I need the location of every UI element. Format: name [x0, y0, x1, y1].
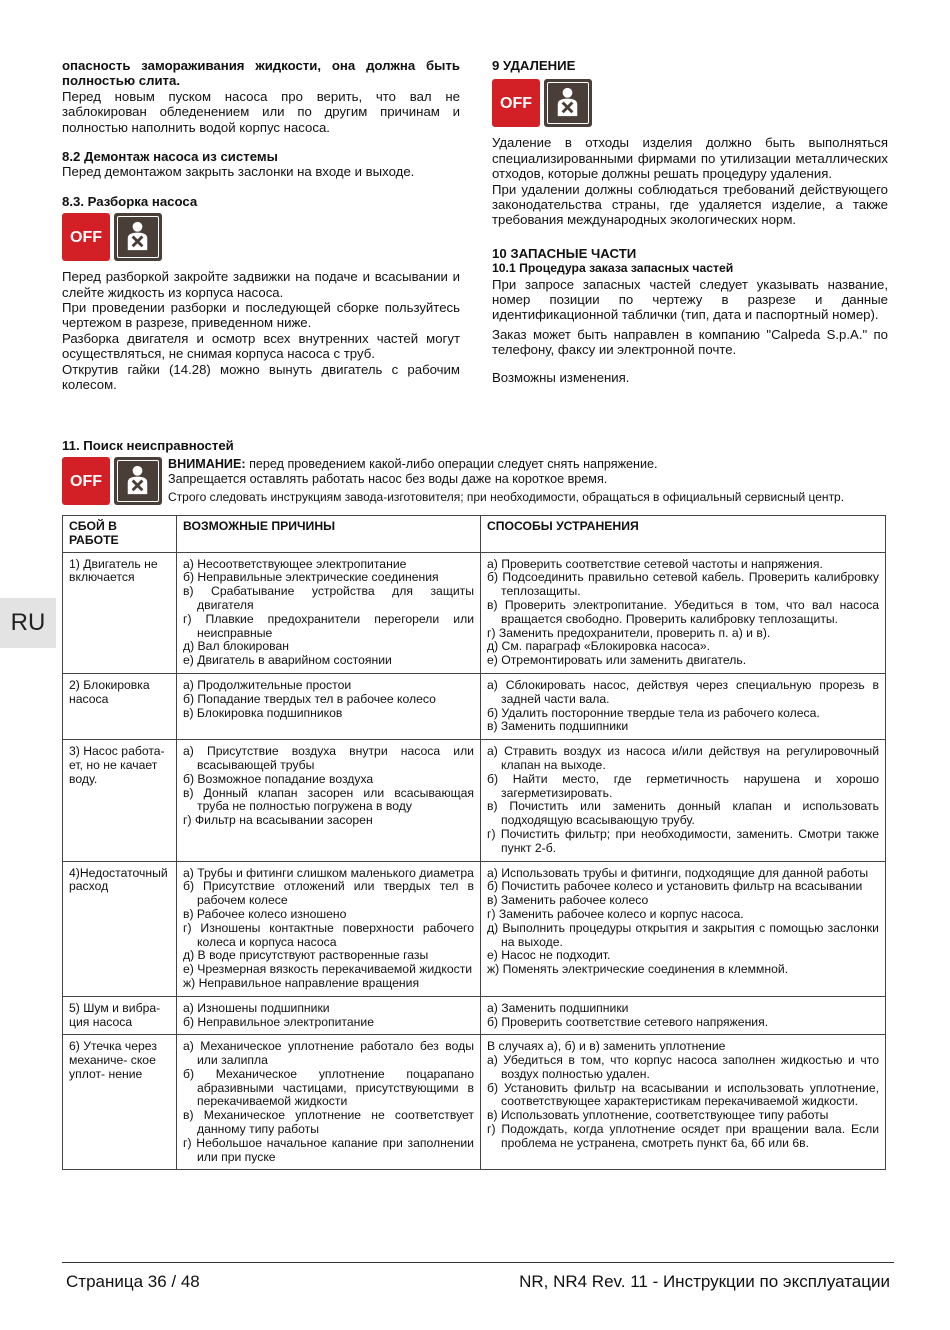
- remedy-item: а) Убедиться в том, что корпус насоса заполнен жидкостью и что воздух полностью удален.: [487, 1053, 879, 1081]
- remedy-item: д) Выполнить процедуры открытия и закрытия с помощью заслонки на выходе.: [487, 920, 879, 949]
- table-row: [63, 996, 886, 1035]
- power-off-icon: OFF: [492, 79, 540, 127]
- footer-divider: [62, 1262, 894, 1263]
- section-8-3-para2: При проведении разборки и последующей сборке пользуйтесь чертежом в разрезе, приведенном ниже.: [62, 300, 460, 331]
- remedy-item: а) Стравить воздух из насоса и/или действуя на регулировочный клапан на выходе.: [487, 744, 879, 772]
- remedies-cell: [481, 673, 886, 739]
- power-off-icon: OFF: [62, 213, 110, 261]
- intro-bold-text: опасность замораживания жидкости, она должна быть полностью слита.: [62, 58, 460, 89]
- technician-icon: [544, 79, 592, 127]
- remedy-item: д) См. параграф «Блокировка насоса».: [487, 639, 711, 654]
- section-10-1-para2: Заказ может быть направлен в компанию "Calpeda S.p.A." по телефону, факсу ии электронной почте.: [492, 326, 888, 358]
- cause-item: а) Несоответствующее электропитание: [183, 556, 407, 571]
- section-11-header: [62, 438, 892, 505]
- cause-item: б) Неправильные электрические соединения: [183, 570, 439, 585]
- remedy-item: б) Найти место, где герметичность нарушена и хорошо загерметизировать.: [487, 771, 879, 800]
- causes-cell: [177, 996, 481, 1035]
- warning-icons: [62, 213, 460, 261]
- cause-item: ж) Неправильное направление вращения: [183, 975, 420, 990]
- cause-item: а) Механическое уплотнение работало без воды или залипла: [183, 1039, 474, 1068]
- warning-line3: Строго следовать инструкциям завода-изготовителя; при необходимости, обращаться в официальный сервисный центр.: [168, 489, 845, 504]
- remedy-item: б) Проверить соответствие сетевого напряжения.: [487, 1014, 769, 1029]
- section-8-3-para4: Открутив гайки (14.28) можно вынуть двигатель с рабочим колесом.: [62, 361, 460, 393]
- troubleshooting-table: [62, 515, 886, 1170]
- cause-item: е) Чрезмерная вязкость перекачиваемой жидкости: [183, 962, 473, 977]
- table-body: [63, 552, 886, 1170]
- table-row: [63, 740, 886, 861]
- section-9-para1: Удаление в отходы изделия должно быть выполняться специализированными фирмами по утилизации металлических отходов, которые должны решать процедуру удаления.: [492, 135, 888, 182]
- remedy-item: в) Использовать уплотнение, соответствующее типу работы: [487, 1108, 829, 1123]
- causes-cell: [177, 1035, 481, 1170]
- column-header-symptom: СБОЙ В РАБОТЕ: [63, 516, 177, 553]
- section-8-2-text: Перед демонтажом закрыть заслонки на входе и выходе.: [62, 164, 415, 180]
- section-8-2-title: 8.2 Демонтаж насоса из системы: [62, 149, 278, 165]
- cause-item: б) Попадание твердых тел в рабочее колесо: [183, 691, 436, 706]
- remedy-item: в) Проверить электропитание. Убедиться в том, что вал насоса вращается свободно. Проверить калибровку теплозащиты.: [487, 597, 879, 626]
- cause-item: д) В воде присутствуют растворенные газы: [183, 948, 429, 963]
- remedy-item: б) Удалить посторонние твердые тела из рабочего колеса.: [487, 705, 820, 720]
- warning-label: ВНИМАНИЕ:: [168, 457, 246, 472]
- warning-icons: [492, 79, 888, 127]
- intro-text: Перед новым пуском насоса про верить, что вал не заблокирован обледенением или по другим причинам и полностью наполнить водой корпус насоса.: [62, 88, 460, 135]
- table-row: [63, 673, 886, 739]
- symptom-cell: 6) Утечка через механиче- ское уплот- нение: [63, 1035, 177, 1170]
- remedy-item: г) Заменить рабочее колесо и корпус насоса.: [487, 906, 744, 921]
- remedy-item: а) Проверить соответствие сетевой частоты и напряжения.: [487, 556, 823, 571]
- technician-icon: [114, 457, 162, 505]
- cause-item: в) Донный клапан засорен или всасывающая труба не полностью погружена в воду: [183, 785, 474, 814]
- remedy-item: б) Подсоединить правильно сетевой кабель. Проверить калибровку теплозащиты.: [487, 570, 879, 599]
- cause-item: г) Фильтр на всасывании засорен: [183, 813, 373, 828]
- remedy-item: В случаях а), б) и в) заменить уплотнение: [487, 1039, 726, 1054]
- warning-line2: Запрещается оставлять работать насос без воды даже на короткое время.: [168, 472, 608, 486]
- symptom-cell: 4)Недостаточный расход: [63, 861, 177, 996]
- remedies-cell: [481, 996, 886, 1035]
- warning-text: [168, 457, 844, 505]
- remedy-item: в) Заменить подшипники: [487, 719, 629, 734]
- cause-item: б) Механическое уплотнение поцарапано абразивными частицами, присутствующими в перекачиваемой жидкости: [183, 1066, 474, 1109]
- cause-item: в) Срабатывание устройства для защиты двигателя: [183, 584, 474, 612]
- left-column: [62, 58, 460, 393]
- section-10-title: 10 ЗАПАСНЫЕ ЧАСТИ: [492, 245, 637, 261]
- remedy-item: а) Использовать трубы и фитинги, подходящие для данной работы: [487, 865, 869, 880]
- language-tab: RU: [0, 598, 56, 648]
- remedy-item: а) Заменить подшипники: [487, 1000, 629, 1015]
- remedies-cell: [481, 552, 886, 673]
- table-header-row: [63, 516, 886, 553]
- cause-item: б) Неправильное электропитание: [183, 1014, 374, 1029]
- remedy-item: б) Установить фильтр на всасывании и использовать уплотнение, соответствующее характеристикам перекачиваемой жидкости.: [487, 1080, 879, 1109]
- causes-cell: [177, 673, 481, 739]
- remedy-item: а) Сблокировать насос, действуя через специальную прорезь в задней части вала.: [487, 677, 879, 706]
- page-number: Страница 36 / 48: [66, 1272, 200, 1291]
- section-9-title: 9 УДАЛЕНИЕ: [492, 58, 576, 73]
- remedy-item: в) Заменить рабочее колесо: [487, 893, 649, 908]
- causes-cell: [177, 861, 481, 996]
- symptom-cell: 3) Насос работа- ет, но не качает воду.: [63, 740, 177, 861]
- document-title: NR, NR4 Rev. 11 - Инструкции по эксплуатации: [519, 1272, 890, 1291]
- table-row: [63, 552, 886, 673]
- section-10-1-title: 10.1 Процедура заказа запасных частей: [492, 261, 734, 276]
- remedy-item: е) Насос не подходит.: [487, 948, 611, 963]
- section-10-1-para3: Возможны изменения.: [492, 369, 630, 385]
- cause-item: а) Трубы и фитинги слишком маленького диаметра: [183, 865, 474, 880]
- cause-item: д) Вал блокирован: [183, 639, 289, 654]
- column-header-remedies: СПОСОБЫ УСТРАНЕНИЯ: [481, 516, 886, 553]
- remedies-cell: [481, 1035, 886, 1170]
- causes-cell: [177, 552, 481, 673]
- remedy-item: г) Почистить фильтр; при необходимости, заменить. Смотри также пункт 2-б.: [487, 826, 879, 855]
- section-8-3-para3: Разборка двигателя и осмотр всех внутренних частей могут осуществляться, не снимая корпуса насоса с труб.: [62, 330, 460, 362]
- cause-item: г) Плавкие предохранители перегорели или неисправные: [183, 611, 474, 640]
- cause-item: б) Присутствие отложений или твердых тел в рабочем колесе: [183, 879, 474, 908]
- table-row: [63, 861, 886, 996]
- cause-item: г) Изношены контактные поверхности рабочего колеса и корпуса насоса: [183, 920, 474, 949]
- section-9-para2: При удалении должны соблюдаться требований действующего законодательства страны, где удаляется изделие, а также требования международных экологических норм.: [492, 181, 888, 228]
- cause-item: а) Продолжительные простои: [183, 677, 352, 692]
- remedy-item: г) Заменить предохранители, проверить п. а) и в).: [487, 625, 771, 640]
- warning-line1: перед проведением какой-либо операции следует снять напряжение.: [245, 457, 658, 472]
- cause-item: а) Изношены подшипники: [183, 1000, 330, 1015]
- cause-item: г) Небольшое начальное капание при заполнении или при пуске: [183, 1135, 474, 1164]
- cause-item: б) Возможное попадание воздуха: [183, 771, 374, 786]
- table-row: [63, 1035, 886, 1170]
- cause-item: е) Двигатель в аварийном состоянии: [183, 653, 392, 668]
- technician-icon: [114, 213, 162, 261]
- power-off-icon: OFF: [62, 457, 110, 505]
- cause-item: а) Присутствие воздуха внутри насоса или всасывающей трубы: [183, 744, 474, 772]
- cause-item: в) Механическое уплотнение не соответствует данному типу работы: [183, 1108, 474, 1137]
- remedy-item: ж) Поменять электрические соединения в клеммной.: [487, 962, 789, 977]
- remedy-item: г) Подождать, когда уплотнение осядет при вращении вала. Если проблема не устранена, смотреть пункт 6а, 6б или 6в.: [487, 1122, 879, 1150]
- right-column: [492, 58, 888, 385]
- symptom-cell: 5) Шум и вибра- ция насоса: [63, 996, 177, 1035]
- remedies-cell: [481, 861, 886, 996]
- remedies-cell: [481, 740, 886, 861]
- causes-cell: [177, 740, 481, 861]
- column-header-causes: ВОЗМОЖНЫЕ ПРИЧИНЫ: [177, 516, 481, 553]
- symptom-cell: 2) Блокировка насоса: [63, 673, 177, 739]
- section-10-1-para1: При запросе запасных частей следует указывать название, номер позиции по чертежу в разрезе и данные идентификационной таблички (тип, дата и паспортный номер).: [492, 276, 888, 323]
- section-11-title: 11. Поиск неисправностей: [62, 438, 234, 453]
- symptom-cell: 1) Двигатель не включается: [63, 552, 177, 673]
- remedy-item: в) Почистить или заменить донный клапан и использовать подходящую всасывающую трубу.: [487, 799, 879, 828]
- remedy-item: б) Почистить рабочее колесо и установить фильтр на всасывании: [487, 879, 863, 894]
- section-8-3-title: 8.3. Разборка насоса: [62, 193, 198, 209]
- cause-item: в) Блокировка подшипников: [183, 705, 343, 720]
- section-8-3-para1: Перед разборкой закройте задвижки на подаче и всасывании и слейте жидкость из корпуса насоса.: [62, 269, 460, 300]
- cause-item: в) Рабочее колесо изношено: [183, 906, 347, 921]
- remedy-item: е) Отремонтировать или заменить двигатель.: [487, 653, 747, 668]
